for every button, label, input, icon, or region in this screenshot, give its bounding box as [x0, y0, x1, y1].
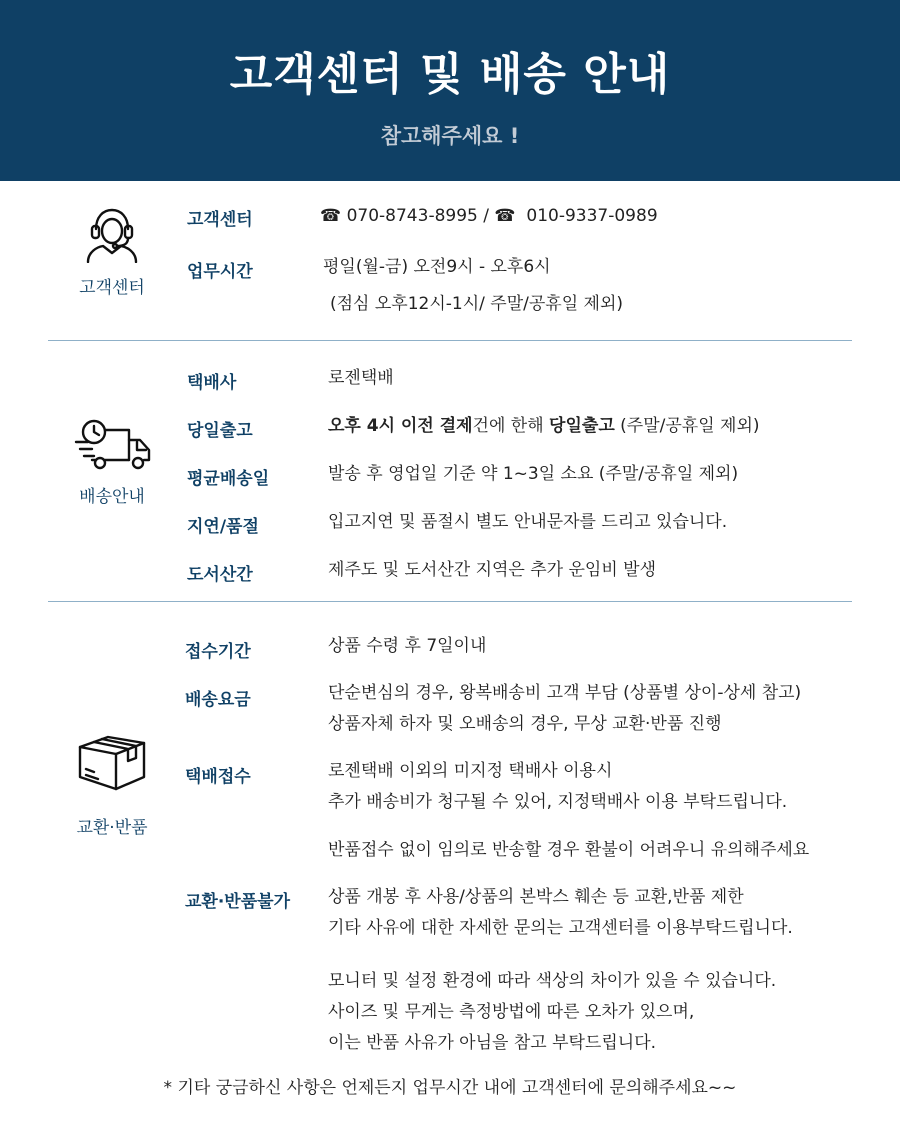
- headset-agent-icon: [84, 205, 140, 267]
- page-subtitle: 참고해주세요 !: [380, 124, 520, 148]
- section-label-shipping: 배송안내: [79, 487, 145, 507]
- row-label-shipping-fee: 배송요금: [185, 690, 251, 710]
- phone-number-2: 010-9337-0989: [526, 206, 658, 226]
- value-line: 기타 사유에 대한 자세한 문의는 고객센터를 이용부탁드립니다.: [328, 918, 793, 938]
- footer-note: * 기타 궁금하신 사항은 언제든지 업무시간 내에 고객센터에 문의해주세요~~: [163, 1078, 737, 1098]
- row-value-remote-area: 제주도 및 도서산간 지역은 추가 운임비 발생: [328, 560, 657, 580]
- value-line: 상품 수령 후 7일이내: [328, 636, 487, 656]
- row-label-business-hours: 업무시간: [187, 262, 253, 282]
- row-label-pickup: 택배접수: [185, 767, 251, 787]
- row-label-customer-center: 고객센터: [187, 210, 253, 230]
- phone-number-1: 070-8743-8995: [346, 206, 478, 226]
- row-label-courier: 택배사: [187, 373, 237, 393]
- row-value-not-returnable: [328, 882, 793, 944]
- row-label-delay: 지연/품절: [187, 517, 259, 537]
- value-text: (주말/공휴일 제외): [614, 416, 760, 436]
- telephone-icon: ☎: [320, 206, 342, 226]
- delivery-truck-icon: [74, 418, 152, 476]
- phone-separator: /: [483, 206, 489, 226]
- value-line: 평일(월-금) 오전9시 - 오후6시: [323, 257, 551, 277]
- value-line: 단순변심의 경우, 왕복배송비 고객 부담 (상품별 상이-상세 참고): [328, 683, 802, 703]
- row-value-shipping-fee: [328, 678, 801, 740]
- value-line: 로젠택배 이외의 미지정 택배사 이용시: [328, 761, 613, 781]
- value-line: 상품자체 하자 및 오배송의 경우, 무상 교환·반품 진행: [328, 714, 722, 734]
- row-label-not-returnable: 교환·반품불가: [185, 892, 290, 912]
- row-value-pickup: [328, 756, 787, 818]
- section-divider: [48, 340, 852, 341]
- row-value-phone: [320, 201, 658, 232]
- value-line: 이는 반품 사유가 아님을 참고 부탁드립니다.: [328, 1033, 657, 1053]
- row-value-courier: 로젠택배: [328, 368, 394, 388]
- box-icon: [76, 729, 148, 797]
- row-value-notes: [328, 966, 776, 1059]
- value-line: 모니터 및 설정 환경에 따라 색상의 차이가 있을 수 있습니다.: [328, 971, 777, 991]
- value-line: (점심 오후12시-1시/ 주말/공휴일 제외): [330, 294, 623, 314]
- row-value-delay: 입고지연 및 품절시 별도 안내문자를 드리고 있습니다.: [328, 512, 728, 532]
- value-emphasis: 당일출고: [549, 416, 615, 436]
- row-value-pickup-warning: 반품접수 없이 임의로 반송할 경우 환불이 어려우니 유의해주세요: [328, 840, 810, 860]
- telephone-icon: ☎: [494, 206, 516, 226]
- row-label-avg-delivery: 평균배송일: [187, 469, 270, 489]
- row-label-same-day: 당일출고: [187, 421, 253, 441]
- row-label-return-period: 접수기간: [185, 642, 251, 662]
- row-value-return-period: [328, 631, 486, 662]
- page-title: 고객센터 및 배송 안내: [229, 49, 671, 100]
- row-value-business-hours: [323, 252, 623, 320]
- value-line: 상품 개봉 후 사용/상품의 본박스 훼손 등 교환,반품 제한: [328, 887, 744, 907]
- value-text: 건에 한해: [472, 416, 550, 436]
- row-value-same-day: [328, 411, 760, 442]
- row-label-remote-area: 도서산간: [187, 565, 253, 585]
- value-emphasis: 오후 4시 이전 결제: [328, 416, 473, 436]
- page-header: [0, 0, 900, 181]
- section-divider: [48, 601, 852, 602]
- value-line: 추가 배송비가 청구될 수 있어, 지정택배사 이용 부탁드립니다.: [328, 792, 788, 812]
- section-label-customer-center: 고객센터: [79, 278, 145, 298]
- section-label-returns: 교환·반품: [76, 818, 148, 838]
- row-value-avg-delivery: 발송 후 영업일 기준 약 1~3일 소요 (주말/공휴일 제외): [328, 464, 739, 484]
- value-line: 사이즈 및 무게는 측정방법에 따른 오차가 있으며,: [328, 1002, 695, 1022]
